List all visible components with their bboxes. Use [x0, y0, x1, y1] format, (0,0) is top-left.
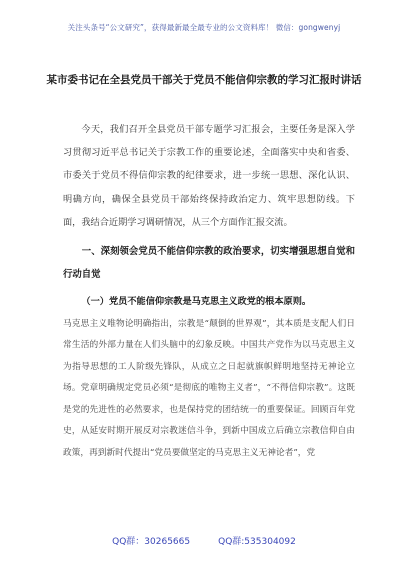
- subsection-heading-1: （一）党员不能信仰宗教是马克思主义政党的根本原则。: [81, 296, 312, 308]
- qq-group-2: QQ群:535304092: [218, 537, 296, 547]
- header-banner: 关注头条号“公文研究”，获得最新最全最专业的公文资料库！ 微信：gongwenyj: [67, 23, 341, 32]
- section-heading-1: 一、深刻领会党员不能信仰宗教的政治要求，切实增强思想自觉和行动自觉: [63, 246, 355, 281]
- qq-group-1: QQ群：30265665: [112, 537, 191, 547]
- document-title: 某市委书记在全县党员干部关于党员不能信仰宗教的学习汇报时讲话: [46, 74, 362, 86]
- page-footer: [0, 534, 408, 547]
- document-body: [63, 118, 355, 464]
- intro-paragraph: 今天，我们召开全县党员干部专题学习汇报会，主要任务是深入学习贯彻习近平总书记关于宗教工作的重要论述，全面落实中央和省委、市委关于党员不得信仰宗教的纪律要求，进一步统一思想、深化认识、明确方向，确保全县党员干部始终保持政治定力、筑牢思想防线。下面，我结合近期学习调研情况，从三个方面作汇报交流。: [63, 124, 355, 228]
- subsection-body-1: 马克思主义唯物论明确指出，宗教是“颠倒的世界观”，其本质是支配人们日常生活的外部力量在人们头脑中的幻象反映。中国共产党作为以马克思主义为指导思想的工人阶级先锋队，从成立之日起就旗帜鲜明地坚持无神论立场。党章明确规定党员必须“是彻底的唯物主义者”，“不得信仰宗教”。这既是党的先进性的必然要求，也是保持党的团结统一的重要保证。回顾百年党史，从延安时期开展反对宗教迷信斗争，到新中国成立后确立宗教信仰自由政策，再到新时代提出“党员要做坚定的马克思主义无神论者”，党: [63, 318, 355, 458]
